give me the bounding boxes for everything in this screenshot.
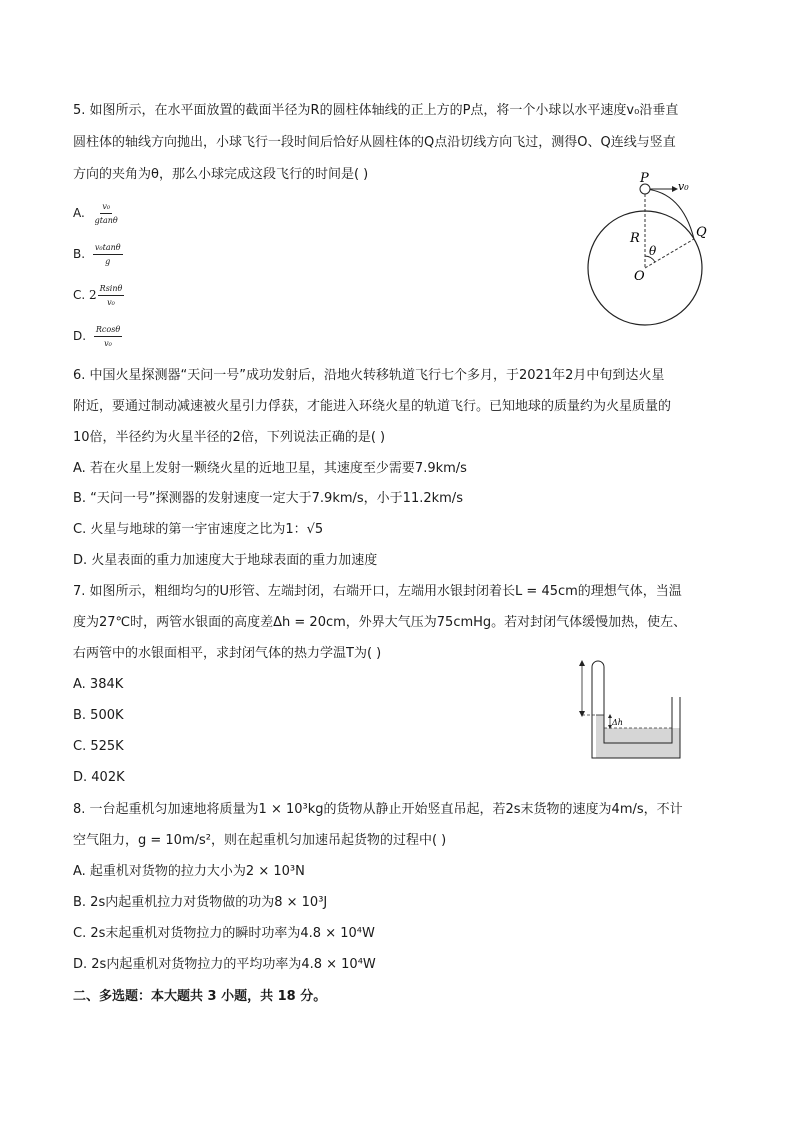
label-theta: θ: [649, 244, 657, 258]
denominator: gtanθ: [94, 216, 118, 225]
denominator: v₀: [104, 339, 112, 348]
q5-stem-line3: 方向的夹角为θ，那么小球完成这段飞行的时间是( ): [73, 167, 369, 182]
q7-figure: [572, 655, 687, 765]
q6-option-d: D. 火星表面的重力加速度大于地球表面的重力加速度: [73, 553, 378, 568]
numerator: v₀tanθ: [93, 242, 123, 255]
fraction: [93, 242, 123, 267]
q6-option-c: C. 火星与地球的第一宇宙速度之比为1：√5: [73, 522, 324, 537]
mercury-right-column: [672, 728, 680, 730]
option-label: C.: [73, 288, 86, 302]
section-heading-multiple-choice: 二、多选题：本大题共 3 小题，共 18 分。: [73, 989, 327, 1004]
length-arrow-bottom: [579, 711, 585, 717]
coefficient: 2: [89, 288, 97, 302]
q5-option-b: [73, 242, 123, 267]
q5-stem-line2: 圆柱体的轴线方向抛出，小球飞行一段时间后恰好从圆柱体的Q点沿切线方向飞过，测得O、Q连线与竖直: [73, 135, 676, 150]
q7-option-c: C. 525K: [73, 739, 124, 754]
q8-option-c: C. 2s末起重机对货物拉力的瞬时功率为4.8 × 10⁴W: [73, 926, 375, 941]
q7-stem-line1: 7. 如图所示，粗细均匀的U形管、左端封闭，右端开口，左端用水银封闭着长L = 45cm的理想气体，当温: [73, 584, 682, 599]
fraction: [94, 324, 122, 349]
q7-stem-line3: 右两管中的水银面相平，求封闭气体的热力学温T为( ): [73, 646, 382, 661]
label-o: O: [634, 269, 645, 284]
q6-stem-line3: 10倍，半径约为火星半径的2倍，下列说法正确的是( ): [73, 430, 386, 445]
denominator: g: [105, 257, 111, 266]
q7-option-b: B. 500K: [73, 708, 124, 723]
q8-stem-line2: 空气阻力，g = 10m/s²，则在起重机匀加速吊起货物的过程中( ): [73, 833, 447, 848]
q8-stem-line1: 8. 一台起重机匀加速地将质量为1 × 10³kg的货物从静止开始竖直吊起，若2s末货物的速度为4m/s，不计: [73, 802, 683, 817]
label-q: Q: [696, 225, 707, 240]
fraction: [93, 201, 120, 226]
q6-stem-line1: 6. 中国火星探测器“天问一号”成功发射后，沿地火转移轨道飞行七个多月，于2021年2月中旬到达火星: [73, 368, 665, 383]
q6-option-a: A. 若在火星上发射一颗绕火星的近地卫星，其速度至少需要7.9km/s: [73, 461, 467, 476]
denominator: v₀: [107, 298, 115, 307]
q5-option-d: [73, 324, 122, 349]
q5-option-c: [73, 283, 124, 308]
q5-figure: [580, 168, 730, 328]
q7-stem-line2: 度为27℃时，两管水银面的高度差Δh = 20cm，外界大气压为75cmHg。若对封闭气体缓慢加热，使左、: [73, 615, 687, 630]
q8-option-d: D. 2s内起重机对货物拉力的平均功率为4.8 × 10⁴W: [73, 957, 376, 972]
label-dh: Δh: [612, 718, 623, 727]
option-label: B.: [73, 247, 86, 261]
q5-option-a: [73, 201, 120, 226]
option-label: A.: [73, 206, 85, 220]
q7-option-d: D. 402K: [73, 770, 125, 785]
q6-option-b: B. “天问一号”探测器的发射速度一定大于7.9km/s，小于11.2km/s: [73, 491, 463, 506]
q8-option-b: B. 2s内起重机拉力对货物做的功为8 × 10³J: [73, 895, 328, 910]
fraction: [98, 283, 125, 308]
mercury-left-column: [596, 715, 604, 729]
length-arrow-top: [579, 660, 585, 666]
numerator: Rsinθ: [98, 283, 125, 296]
trajectory-curve: [645, 189, 694, 239]
label-r: R: [630, 231, 640, 246]
option-label: D.: [73, 329, 87, 343]
q7-option-a: A. 384K: [73, 677, 124, 692]
q5-stem-line1: 5. 如图所示，在水平面放置的截面半径为R的圆柱体轴线的正上方的P点，将一个小球以水平速度v₀沿垂直: [73, 103, 679, 118]
q6-stem-line2: 附近，要通过制动减速被火星引力俘获，才能进入环绕火星的轨道飞行。已知地球的质量约为火星质量的: [73, 399, 672, 414]
numerator: v₀: [100, 201, 112, 214]
numerator: Rcosθ: [94, 324, 122, 337]
q8-option-a: A. 起重机对货物的拉力大小为2 × 10³N: [73, 864, 305, 879]
label-p: P: [640, 171, 649, 186]
label-v0: v₀: [678, 180, 689, 193]
